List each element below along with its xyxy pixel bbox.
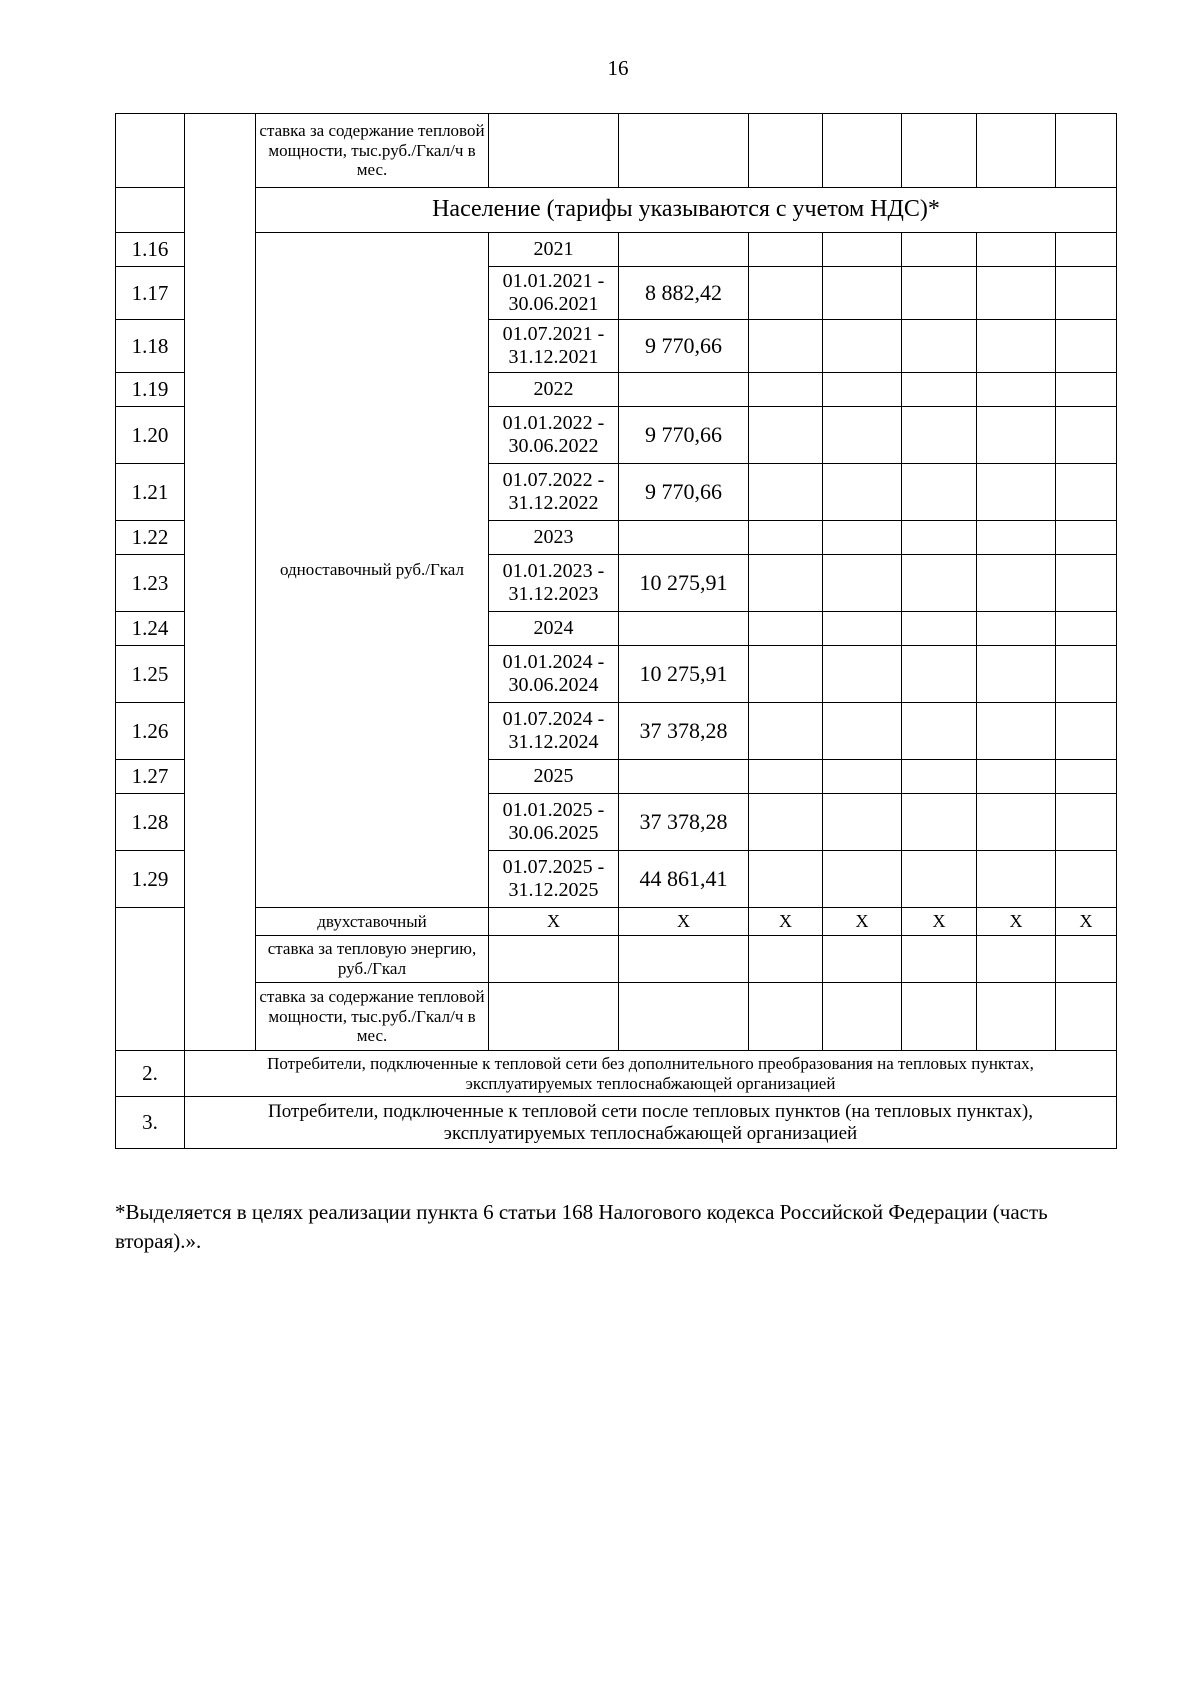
- empty-cell: [977, 851, 1056, 908]
- tariff-value: 9 770,66: [619, 320, 749, 373]
- empty-cell: [977, 760, 1056, 794]
- row-number: 1.17: [116, 267, 185, 320]
- empty-cell: [749, 983, 823, 1051]
- empty-cell: [823, 407, 902, 464]
- year-cell: 2022: [489, 373, 619, 407]
- row-number: 3.: [116, 1097, 185, 1149]
- tariff-value: 10 275,91: [619, 555, 749, 612]
- empty-cell: [902, 233, 977, 267]
- empty-cell: [977, 373, 1056, 407]
- table-row: [116, 114, 1117, 188]
- empty-cell: [977, 983, 1056, 1051]
- capacity-rate-label: ставка за содержание тепловой мощности, тыс.руб./Гкал/ч в мес.: [256, 114, 489, 188]
- row-number-cell: [116, 188, 185, 233]
- row-number: 1.16: [116, 233, 185, 267]
- empty-cell: [749, 612, 823, 646]
- empty-cell: [489, 983, 619, 1051]
- empty-cell: [823, 555, 902, 612]
- empty-cell: [749, 851, 823, 908]
- empty-cell: [902, 407, 977, 464]
- empty-cell: [823, 703, 902, 760]
- table-row: [116, 983, 1117, 1051]
- row-number: 2.: [116, 1051, 185, 1097]
- footnote: *Выделяется в целях реализации пункта 6 статьи 168 Налогового кодекса Российской Федерации (часть вторая).».: [115, 1200, 1048, 1254]
- empty-cell: [902, 851, 977, 908]
- consumer-description: Потребители, подключенные к тепловой сети без дополнительного преобразования на тепловых пунктах, эксплуатируемых теплоснабжающей организацией: [185, 1051, 1117, 1097]
- empty-cell: [1056, 646, 1117, 703]
- period-cell: 01.07.2022 - 31.12.2022: [489, 464, 619, 521]
- empty-cell: [902, 794, 977, 851]
- empty-cell: [749, 233, 823, 267]
- empty-cell: [749, 703, 823, 760]
- row-number: 1.29: [116, 851, 185, 908]
- single-rate-label: одноставочный руб./Гкал: [256, 233, 489, 908]
- empty-cell: [977, 703, 1056, 760]
- tariff-value: 8 882,42: [619, 267, 749, 320]
- row-number: 1.27: [116, 760, 185, 794]
- table-row: [116, 1097, 1117, 1149]
- empty-cell: [619, 114, 749, 188]
- empty-cell: [823, 760, 902, 794]
- empty-cell: [1056, 521, 1117, 555]
- empty-cell: [977, 114, 1056, 188]
- row-number: 1.24: [116, 612, 185, 646]
- empty-cell: [749, 373, 823, 407]
- table-row: [116, 1051, 1117, 1097]
- empty-cell: [823, 464, 902, 521]
- capacity-rate-label: ставка за содержание тепловой мощности, тыс.руб./Гкал/ч в мес.: [256, 983, 489, 1051]
- page-number: 16: [607, 56, 629, 80]
- empty-cell: [823, 521, 902, 555]
- empty-cell: [1056, 114, 1117, 188]
- empty-cell: [1056, 612, 1117, 646]
- empty-cell: [489, 114, 619, 188]
- tariff-value: 9 770,66: [619, 407, 749, 464]
- section-population-header: Население (тарифы указываются с учетом НДС)*: [256, 188, 1117, 233]
- empty-cell: [902, 760, 977, 794]
- row-number: 1.22: [116, 521, 185, 555]
- year-cell: 2021: [489, 233, 619, 267]
- table-row: [116, 936, 1117, 983]
- empty-cell: [902, 703, 977, 760]
- tariff-value: [619, 760, 749, 794]
- row-number: 1.28: [116, 794, 185, 851]
- tariff-value: 37 378,28: [619, 703, 749, 760]
- empty-cell: [823, 646, 902, 703]
- empty-cell: [749, 267, 823, 320]
- tariff-value: [619, 373, 749, 407]
- tariff-value: 10 275,91: [619, 646, 749, 703]
- empty-cell: [823, 612, 902, 646]
- empty-cell: [977, 646, 1056, 703]
- empty-cell: [977, 612, 1056, 646]
- empty-cell: [977, 555, 1056, 612]
- x-mark: Х: [749, 908, 823, 936]
- empty-cell: [749, 794, 823, 851]
- empty-cell: [902, 373, 977, 407]
- row-number: 1.23: [116, 555, 185, 612]
- year-cell: 2025: [489, 760, 619, 794]
- empty-cell: [902, 114, 977, 188]
- x-mark: Х: [977, 908, 1056, 936]
- x-mark: Х: [823, 908, 902, 936]
- x-mark: Х: [619, 908, 749, 936]
- period-cell: 01.01.2023 - 31.12.2023: [489, 555, 619, 612]
- empty-cell: [1056, 267, 1117, 320]
- empty-cell: [1056, 983, 1117, 1051]
- empty-cell: [1056, 794, 1117, 851]
- empty-cell: [749, 646, 823, 703]
- empty-cell: [619, 983, 749, 1051]
- empty-cell: [977, 320, 1056, 373]
- year-cell: 2023: [489, 521, 619, 555]
- year-cell: 2024: [489, 612, 619, 646]
- table-row: [116, 233, 1117, 267]
- empty-cell: [902, 521, 977, 555]
- two-rate-label: двухставочный: [256, 908, 489, 936]
- empty-cell: [977, 233, 1056, 267]
- empty-cell: [977, 794, 1056, 851]
- empty-cell: [1056, 233, 1117, 267]
- empty-cell: [902, 464, 977, 521]
- empty-cell: [1056, 373, 1117, 407]
- row-number: 1.25: [116, 646, 185, 703]
- tariff-value: [619, 233, 749, 267]
- tariff-value: 9 770,66: [619, 464, 749, 521]
- group-cell: [185, 114, 256, 1051]
- tariff-value: [619, 521, 749, 555]
- empty-cell: [977, 936, 1056, 983]
- empty-cell: [749, 407, 823, 464]
- table-row: [116, 188, 1117, 233]
- empty-cell: [823, 794, 902, 851]
- empty-cell: [977, 464, 1056, 521]
- empty-cell: [823, 267, 902, 320]
- empty-cell: [1056, 464, 1117, 521]
- period-cell: 01.07.2024 - 31.12.2024: [489, 703, 619, 760]
- empty-cell: [619, 936, 749, 983]
- empty-cell: [1056, 760, 1117, 794]
- x-mark: Х: [902, 908, 977, 936]
- empty-cell: [1056, 703, 1117, 760]
- empty-cell: [823, 373, 902, 407]
- empty-cell: [749, 464, 823, 521]
- empty-cell: [902, 612, 977, 646]
- period-cell: 01.01.2022 - 30.06.2022: [489, 407, 619, 464]
- empty-cell: [823, 114, 902, 188]
- empty-cell: [1056, 320, 1117, 373]
- empty-cell: [977, 521, 1056, 555]
- empty-cell: [1056, 936, 1117, 983]
- energy-rate-label: ставка за тепловую энергию, руб./Гкал: [256, 936, 489, 983]
- period-cell: 01.07.2025 - 31.12.2025: [489, 851, 619, 908]
- empty-cell: [489, 936, 619, 983]
- row-number: 1.19: [116, 373, 185, 407]
- empty-cell: [749, 936, 823, 983]
- row-number: 1.26: [116, 703, 185, 760]
- empty-cell: [823, 320, 902, 373]
- row-number: 1.21: [116, 464, 185, 521]
- period-cell: 01.07.2021 - 31.12.2021: [489, 320, 619, 373]
- empty-cell: [1056, 851, 1117, 908]
- row-number: 1.18: [116, 320, 185, 373]
- empty-cell: [749, 760, 823, 794]
- x-mark: Х: [1056, 908, 1117, 936]
- empty-cell: [902, 646, 977, 703]
- empty-cell: [749, 320, 823, 373]
- empty-cell: [977, 407, 1056, 464]
- row-number-cell: [116, 908, 185, 1051]
- empty-cell: [902, 320, 977, 373]
- tariff-value: 37 378,28: [619, 794, 749, 851]
- period-cell: 01.01.2025 - 30.06.2025: [489, 794, 619, 851]
- empty-cell: [902, 555, 977, 612]
- empty-cell: [902, 936, 977, 983]
- empty-cell: [823, 233, 902, 267]
- empty-cell: [749, 555, 823, 612]
- period-cell: 01.01.2021 - 30.06.2021: [489, 267, 619, 320]
- tariff-value: 44 861,41: [619, 851, 749, 908]
- row-number: 1.20: [116, 407, 185, 464]
- empty-cell: [823, 936, 902, 983]
- x-mark: Х: [489, 908, 619, 936]
- empty-cell: [823, 851, 902, 908]
- empty-cell: [1056, 407, 1117, 464]
- empty-cell: [1056, 555, 1117, 612]
- empty-cell: [902, 267, 977, 320]
- row-number-cell: [116, 114, 185, 188]
- period-cell: 01.01.2024 - 30.06.2024: [489, 646, 619, 703]
- empty-cell: [823, 983, 902, 1051]
- empty-cell: [749, 114, 823, 188]
- empty-cell: [977, 267, 1056, 320]
- tariff-value: [619, 612, 749, 646]
- tariff-table: [115, 113, 1117, 1149]
- empty-cell: [902, 983, 977, 1051]
- table-row: [116, 908, 1117, 936]
- empty-cell: [749, 521, 823, 555]
- consumer-description: Потребители, подключенные к тепловой сети после тепловых пунктов (на тепловых пунктах), эксплуатируемых теплоснабжающей организацией: [185, 1097, 1117, 1149]
